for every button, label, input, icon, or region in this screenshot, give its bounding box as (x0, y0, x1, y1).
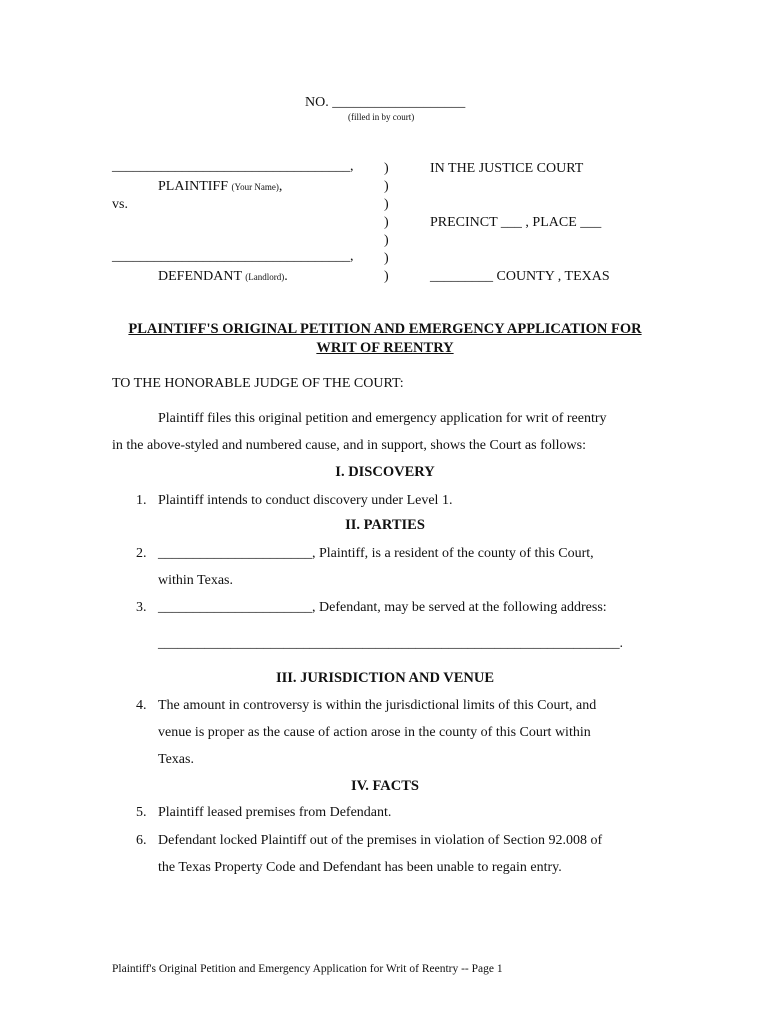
document-title-line2: WRIT OF REENTRY (316, 340, 454, 356)
paragraph-1: Plaintiff intends to conduct discovery under Level 1. (158, 493, 453, 508)
plaintiff-label: PLAINTIFF (158, 179, 229, 194)
document-title-line1: PLAINTIFF'S ORIGINAL PETITION AND EMERGENCY APPLICATION FOR (128, 321, 642, 337)
paragraph-number: 6. (136, 833, 147, 848)
case-number-field: NO. ___________________ (305, 95, 466, 110)
paragraph-number: 2. (136, 546, 147, 561)
court-name: IN THE JUSTICE COURT (430, 161, 584, 176)
plaintiff-label-row (158, 180, 282, 194)
defendant-label: DEFENDANT (158, 269, 242, 284)
paragraph-number: 4. (136, 698, 147, 713)
defendant-note: (Landlord) (245, 272, 285, 282)
caption-paren: ) (384, 251, 389, 266)
county-texas: _________ COUNTY , TEXAS (430, 269, 610, 284)
caption-paren: ) (384, 179, 389, 194)
plaintiff-comma: , (278, 179, 283, 194)
paragraph-5: Plaintiff leased premises from Defendant. (158, 805, 392, 820)
paragraph-6-line2: the Texas Property Code and Defendant has been unable to regain entry. (158, 860, 562, 875)
defendant-name-line: __________________________________, (112, 249, 354, 264)
page-footer: Plaintiff's Original Petition and Emergency Application for Writ of Reentry -- Page 1 (112, 963, 503, 975)
heading-jurisdiction: III. JURISDICTION AND VENUE (275, 670, 495, 686)
heading-discovery: I. DISCOVERY (335, 464, 435, 480)
paragraph-number: 5. (136, 805, 147, 820)
defendant-label-row (158, 270, 288, 284)
plaintiff-note: (Your Name) (231, 182, 279, 192)
paragraph-4-line2: venue is proper as the cause of action arose in the county of this Court within (158, 725, 591, 740)
paragraph-number: 3. (136, 600, 147, 615)
paragraph-2-line1: ______________________, Plaintiff, is a resident of the county of this Court, (158, 546, 594, 561)
address-blank-line: ______________________________________________________________________. (158, 635, 623, 650)
heading-parties: II. PARTIES (345, 517, 425, 533)
paragraph-4-line1: The amount in controversy is within the jurisdictional limits of this Court, and (158, 698, 597, 713)
heading-facts: IV. FACTS (351, 778, 419, 794)
intro-line1: Plaintiff files this original petition and emergency application for writ of reentry (158, 411, 607, 426)
paragraph-6-line1: Defendant locked Plaintiff out of the premises in violation of Section 92.008 of (158, 833, 603, 848)
salutation: TO THE HONORABLE JUDGE OF THE COURT: (112, 376, 404, 391)
caption-paren: ) (384, 161, 389, 176)
caption-paren: ) (384, 197, 389, 212)
intro-line2: in the above-styled and numbered cause, and in support, shows the Court as follows: (112, 438, 586, 453)
caption-paren: ) (384, 269, 389, 284)
defendant-period: . (284, 269, 288, 284)
precinct-place: PRECINCT ___ , PLACE ___ (430, 215, 602, 230)
paragraph-4-line3: Texas. (158, 752, 194, 767)
paragraph-number: 1. (136, 493, 147, 508)
caption-paren: ) (384, 215, 389, 230)
versus-label: vs. (112, 197, 128, 212)
case-number-note: (filled in by court) (348, 112, 415, 122)
caption-paren: ) (384, 233, 389, 248)
plaintiff-name-line: __________________________________, (112, 159, 354, 174)
paragraph-2-line2: within Texas. (158, 573, 233, 588)
paragraph-3-line1: ______________________, Defendant, may be served at the following address: (158, 600, 607, 615)
